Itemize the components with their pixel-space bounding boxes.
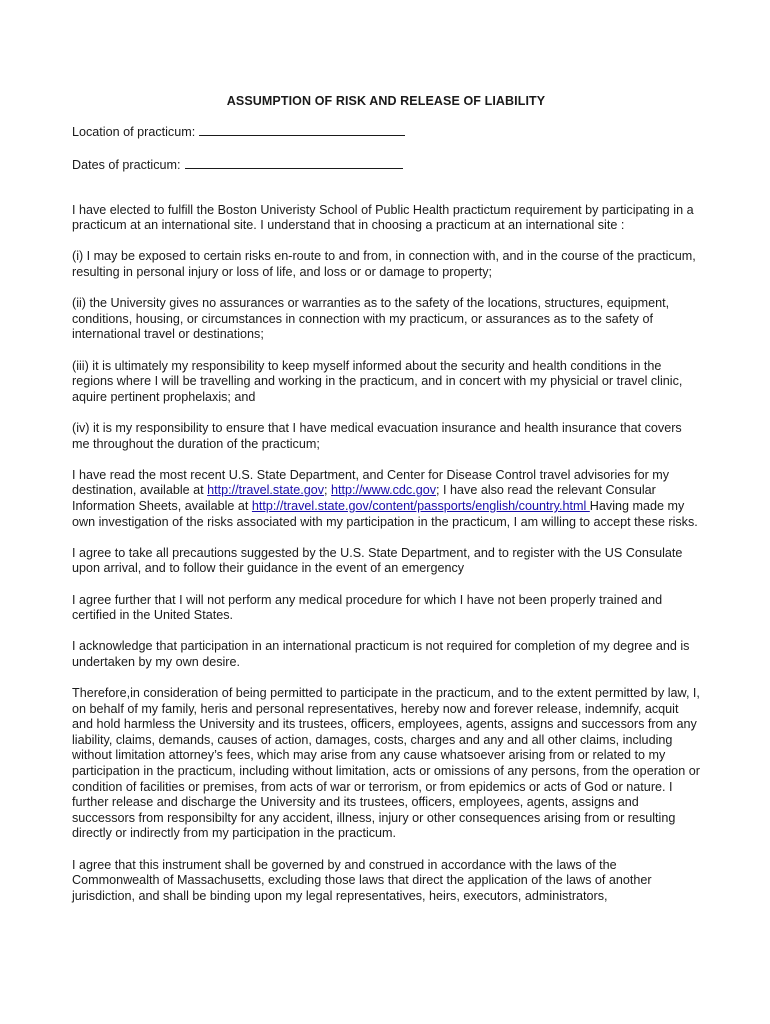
advisories-text-1: I have read the most recent U.S. State Department, and Center for Disease Control travel advisories for my destination, available at bbox=[72, 467, 670, 498]
paragraph-risk-iii: (iii) it is ultimately my responsibility to keep myself informed about the security and health conditions in the regions where I will be travelling and working in the practicum, and in concert with my physicial or travel clinic, aquire pertinent prophelaxis; and bbox=[72, 358, 683, 404]
advisories-text-3: Having made my own investigation of the risks associated with my participation in the practicum, I am willing to accept these risks. bbox=[72, 498, 698, 529]
paragraph-risk-iv: (iv) it is my responsibility to ensure that I have medical evacuation insurance and health insurance that covers me throughout the duration of the practicum; bbox=[72, 421, 682, 451]
paragraph-release: Therefore,in consideration of being permitted to participate in the practicum, and to the extent permitted by law, I, on behalf of my family, heris and personal representatives, hereby now and forever release, indemnify, acquit and hold harmless the University and its trustees, officers, employees, agents, assigns and successors from any liability, claims, demands, causes of action, damages, costs, charges and any and all other claims, including without limitation attorney’s fees, which may arise from any cause whatsoever arising from or related to my participation in the practicum, including without limitation, acts or omissions of any persons, from the operation or condition of facilities or premises, from acts of war or terrorism, or from epidemics or acts of God or nature. I further release and discharge the University and its trustees, officers, employees, agents, assigns and successors from responsibilty for any accident, illness, injury or other consequences arising from or resulting directly or indirectly from my participation in the practicum. bbox=[72, 686, 700, 841]
paragraph-risk-ii: (ii) the University gives no assurances or warranties as to the safety of the locations, structures, equipment, conditions, housing, or circumstances in connection with my practicum, or assurances as to the safety of international travel or destinations; bbox=[72, 296, 670, 342]
location-blank-line[interactable] bbox=[199, 123, 405, 136]
location-field bbox=[72, 123, 700, 141]
advisories-separator: ; bbox=[324, 483, 332, 498]
advisories-text-2: ; I have also read the relevant Consular Information Sheets, available at bbox=[72, 483, 656, 513]
paragraph-medical-procedure: I agree further that I will not perform any medical procedure for which I have not been properly trained and certified in the United States. bbox=[72, 592, 663, 623]
document-title: ASSUMPTION OF RISK AND RELEASE OF LIABILITY bbox=[226, 94, 546, 108]
location-label: Location of practicum: bbox=[72, 125, 196, 139]
travel-state-link[interactable]: http://travel.state.gov bbox=[207, 483, 325, 498]
dates-blank-line[interactable] bbox=[185, 156, 403, 169]
paragraph-governing-law: I agree that this instrument shall be governed by and construed in accordance with the laws of the Commonwealth of Massachusetts, excluding those laws that direct the application of the laws of another jurisdiction, and shall be binding upon my legal representatives, heirs, executors, administrators, bbox=[72, 857, 652, 903]
paragraph-risk-i: (i) I may be exposed to certain risks en-route to and from, in connection with, and in the course of the practicum, resulting in personal injury or loss of life, and loss or or damage to property; bbox=[72, 249, 696, 280]
cdc-link[interactable]: http://www.cdc.gov bbox=[331, 483, 437, 498]
country-info-link[interactable]: http://travel.state.gov/content/passports/english/country.html bbox=[251, 498, 590, 513]
paragraph-advisories bbox=[72, 468, 700, 530]
dates-label: Dates of practicum: bbox=[72, 158, 181, 173]
dates-field bbox=[72, 156, 700, 174]
paragraph-acknowledgement: I acknowledge that participation in an international practicum is not required for completion of my degree and is undertaken by my own desire. bbox=[72, 639, 690, 669]
document-body bbox=[72, 203, 700, 905]
paragraph-precautions: I agree to take all precautions suggested by the U.S. State Department, and to register with the US Consulate upon arrival, and to follow their guidance in the event of an emergency bbox=[72, 545, 683, 576]
paragraph-intro: I have elected to fulfill the Boston Univeristy School of Public Health practictum requirement by participating in a practicum at an international site. I understand that in choosing a practicum at an international site : bbox=[72, 202, 694, 233]
